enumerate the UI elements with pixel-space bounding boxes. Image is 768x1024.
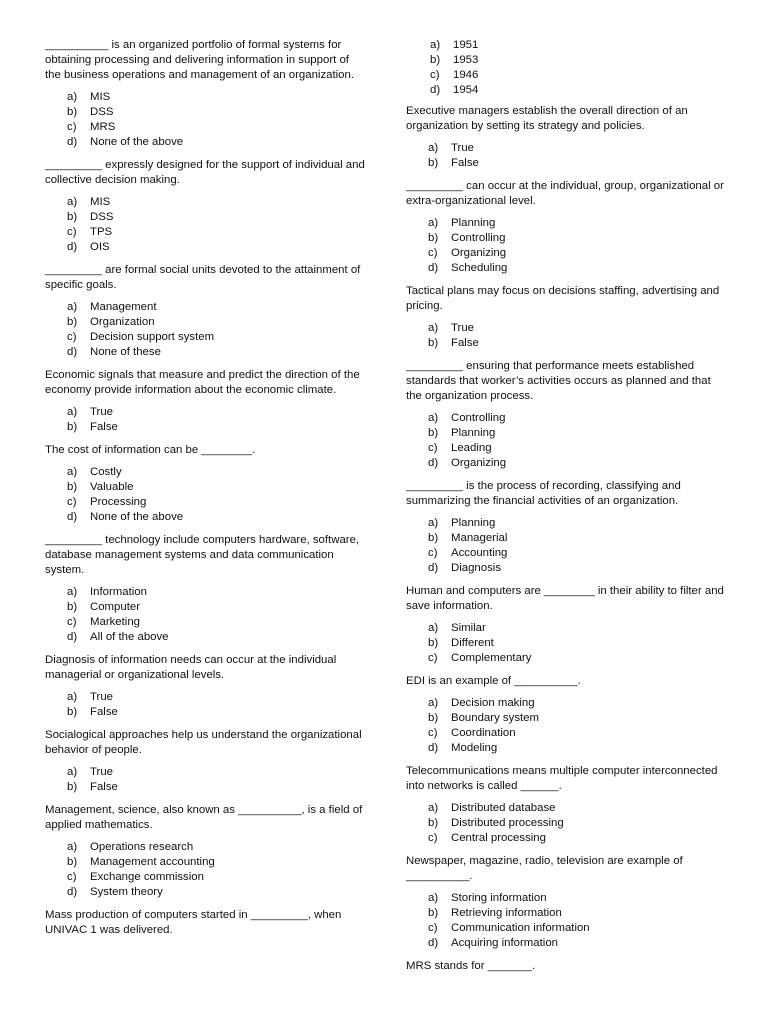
- options-list: [406, 891, 728, 951]
- option-item: [67, 240, 365, 255]
- option-letter: b): [428, 907, 439, 919]
- option-letter: d): [430, 84, 441, 96]
- option-text: Managerial: [451, 532, 508, 544]
- options-list: [406, 141, 728, 171]
- option-item: [67, 420, 365, 435]
- option-item: [428, 891, 728, 906]
- question-text: Management, science, also known as __________, is a field of applied mathematics.: [45, 804, 363, 831]
- option-letter: b): [67, 856, 78, 868]
- option-letter: d): [428, 562, 439, 574]
- options-list: [406, 216, 728, 276]
- question-text: Human and computers are ________ in their ability to filter and save information.: [406, 585, 724, 612]
- question-block: [45, 653, 365, 720]
- option-text: True: [90, 766, 113, 778]
- option-letter: a): [428, 892, 439, 904]
- option-text: Planning: [451, 517, 496, 529]
- option-text: DSS: [90, 106, 114, 118]
- option-item: [428, 516, 728, 531]
- option-item: [67, 90, 365, 105]
- option-item: [67, 345, 365, 360]
- option-text: Diagnosis: [451, 562, 502, 574]
- option-letter: a): [428, 517, 439, 529]
- option-item: [428, 636, 728, 651]
- option-item: [428, 651, 728, 666]
- option-item: [428, 921, 728, 936]
- option-item: [67, 225, 365, 240]
- option-text: Decision support system: [90, 331, 215, 343]
- option-letter: b): [428, 427, 439, 439]
- option-letter: a): [428, 412, 439, 424]
- option-letter: a): [428, 142, 439, 154]
- option-item: [67, 465, 365, 480]
- options-list: [406, 516, 728, 576]
- option-letter: c): [428, 922, 438, 934]
- option-item: [67, 780, 365, 795]
- option-text: 1946: [453, 69, 479, 81]
- option-item: [428, 336, 728, 351]
- option-item: [67, 495, 365, 510]
- question-block: [45, 158, 365, 255]
- option-item: [67, 855, 365, 870]
- option-letter: c): [67, 121, 77, 133]
- option-text: True: [451, 322, 474, 334]
- left-column: [45, 38, 365, 946]
- question-block: [406, 359, 728, 471]
- question-block: [45, 263, 365, 360]
- option-text: Controlling: [451, 232, 506, 244]
- option-text: False: [90, 421, 118, 433]
- question-text: Tactical plans may focus on decisions staffing, advertising and pricing.: [406, 285, 720, 312]
- options-list: [406, 696, 728, 756]
- options-list: [45, 465, 365, 525]
- option-letter: a): [428, 622, 439, 634]
- option-letter: c): [430, 69, 440, 81]
- option-item: [428, 321, 728, 336]
- question-text: _________ expressly designed for the support of individual and collective decision making.: [45, 159, 365, 186]
- options-list: [45, 840, 365, 900]
- option-item: [428, 231, 728, 246]
- option-item: [67, 330, 365, 345]
- option-item: [67, 840, 365, 855]
- question-block: [406, 854, 728, 951]
- option-item: [67, 195, 365, 210]
- option-letter: a): [67, 196, 78, 208]
- option-text: 1953: [453, 54, 479, 66]
- option-letter: d): [428, 457, 439, 469]
- options-list: [45, 405, 365, 435]
- option-item: [428, 801, 728, 816]
- options-list: [406, 621, 728, 666]
- option-item: [67, 885, 365, 900]
- option-letter: a): [428, 697, 439, 709]
- option-text: True: [451, 142, 474, 154]
- option-text: MIS: [90, 196, 111, 208]
- question-text: _________ ensuring that performance meets established standards that worker’s activities occurs as planned and that the organization process.: [406, 360, 711, 402]
- question-block: [406, 284, 728, 351]
- option-item: [428, 426, 728, 441]
- option-text: MIS: [90, 91, 111, 103]
- option-letter: c): [428, 727, 438, 739]
- option-letter: a): [67, 91, 78, 103]
- option-item: [67, 315, 365, 330]
- question-text: The cost of information can be ________.: [45, 444, 256, 456]
- option-item: [428, 696, 728, 711]
- option-letter: c): [428, 442, 438, 454]
- option-item: [67, 105, 365, 120]
- option-item: [428, 216, 728, 231]
- option-item: [428, 711, 728, 726]
- option-letter: b): [67, 601, 78, 613]
- option-item: [428, 816, 728, 831]
- options-list: [45, 690, 365, 720]
- option-text: Retrieving information: [451, 907, 562, 919]
- option-letter: d): [67, 346, 78, 358]
- question-text: MRS stands for _______.: [406, 960, 536, 972]
- option-text: None of the above: [90, 136, 184, 148]
- option-text: Coordination: [451, 727, 516, 739]
- option-text: DSS: [90, 211, 114, 223]
- option-item: [428, 411, 728, 426]
- question-block: [406, 959, 728, 974]
- question-block: [406, 179, 728, 276]
- question-text: _________ technology include computers hardware, software, database management systems and data communication system.: [45, 534, 360, 576]
- option-item: [67, 120, 365, 135]
- question-block: [45, 38, 365, 150]
- option-letter: d): [428, 937, 439, 949]
- option-text: Organizing: [451, 457, 507, 469]
- question-block: [45, 803, 365, 900]
- options-list: [45, 90, 365, 150]
- option-text: None of these: [90, 346, 161, 358]
- option-letter: c): [428, 652, 438, 664]
- question-block: [45, 728, 365, 795]
- option-letter: c): [67, 871, 77, 883]
- option-letter: a): [67, 766, 78, 778]
- option-text: Marketing: [90, 616, 141, 628]
- option-text: Distributed processing: [451, 817, 564, 829]
- option-text: Different: [451, 637, 494, 649]
- option-text: Computer: [90, 601, 141, 613]
- option-letter: a): [428, 802, 439, 814]
- option-item: [428, 831, 728, 846]
- option-letter: b): [428, 232, 439, 244]
- question-text: Mass production of computers started in _________, when UNIVAC 1 was delivered.: [45, 909, 342, 936]
- option-text: Valuable: [90, 481, 134, 493]
- option-letter: c): [67, 331, 77, 343]
- option-item: [428, 261, 728, 276]
- question-text: _________ are formal social units devoted to the attainment of specific goals.: [45, 264, 361, 291]
- option-item: [67, 135, 365, 150]
- option-letter: b): [428, 337, 439, 349]
- option-item: [428, 546, 728, 561]
- option-item: [428, 936, 728, 951]
- option-text: 1954: [453, 84, 479, 96]
- option-letter: b): [428, 637, 439, 649]
- option-letter: a): [428, 217, 439, 229]
- question-text: Socialogical approaches help us understand the organizational behavior of people.: [45, 729, 362, 756]
- option-text: MRS: [90, 121, 116, 133]
- option-text: Storing information: [451, 892, 547, 904]
- option-letter: d): [67, 511, 78, 523]
- options-list: [45, 300, 365, 360]
- option-item: [67, 630, 365, 645]
- option-text: Complementary: [451, 652, 532, 664]
- option-item: [67, 585, 365, 600]
- option-letter: b): [67, 481, 78, 493]
- option-text: False: [451, 337, 479, 349]
- option-text: Exchange commission: [90, 871, 204, 883]
- option-text: Similar: [451, 622, 486, 634]
- option-item: [428, 141, 728, 156]
- option-text: Planning: [451, 217, 496, 229]
- option-text: Management: [90, 301, 157, 313]
- option-letter: b): [428, 712, 439, 724]
- option-letter: a): [67, 586, 78, 598]
- option-item: [67, 510, 365, 525]
- option-letter: b): [67, 781, 78, 793]
- option-letter: a): [67, 301, 78, 313]
- option-letter: b): [430, 54, 441, 66]
- option-item: [428, 726, 728, 741]
- option-text: None of the above: [90, 511, 184, 523]
- option-letter: b): [428, 817, 439, 829]
- option-letter: d): [67, 136, 78, 148]
- option-item: [67, 480, 365, 495]
- question-text: Newspaper, magazine, radio, television are example of __________.: [406, 855, 683, 882]
- question-text: Executive managers establish the overall direction of an organization by setting its strategy and policies.: [406, 105, 688, 132]
- option-letter: c): [67, 616, 77, 628]
- option-text: 1951: [453, 39, 479, 51]
- option-item: [428, 156, 728, 171]
- option-letter: d): [67, 241, 78, 253]
- option-letter: d): [67, 886, 78, 898]
- option-item: [428, 561, 728, 576]
- option-text: Accounting: [451, 547, 508, 559]
- options-list: [406, 801, 728, 846]
- option-item: [428, 531, 728, 546]
- question-block: [406, 764, 728, 846]
- option-item: [67, 705, 365, 720]
- option-text: Distributed database: [451, 802, 556, 814]
- question-block: [406, 584, 728, 666]
- question-text: Economic signals that measure and predict the direction of the economy provide information about the economic climate.: [45, 369, 360, 396]
- question-block: [45, 443, 365, 525]
- option-text: False: [90, 706, 118, 718]
- option-item: [67, 210, 365, 225]
- question-block: [45, 533, 365, 645]
- option-letter: c): [428, 547, 438, 559]
- option-letter: a): [67, 691, 78, 703]
- question-text: EDI is an example of __________.: [406, 675, 581, 687]
- option-text: Processing: [90, 496, 147, 508]
- option-text: Management accounting: [90, 856, 215, 868]
- option-text: True: [90, 691, 113, 703]
- option-text: All of the above: [90, 631, 169, 643]
- option-letter: a): [428, 322, 439, 334]
- option-text: Information: [90, 586, 147, 598]
- option-text: Boundary system: [451, 712, 539, 724]
- option-item: [67, 600, 365, 615]
- option-letter: b): [67, 706, 78, 718]
- option-letter: d): [67, 631, 78, 643]
- option-item: [428, 906, 728, 921]
- option-letter: b): [67, 106, 78, 118]
- option-item: [67, 690, 365, 705]
- option-text: Controlling: [451, 412, 506, 424]
- option-letter: c): [428, 832, 438, 844]
- option-item: [428, 441, 728, 456]
- option-letter: a): [67, 466, 78, 478]
- option-item: [430, 53, 728, 68]
- option-letter: d): [428, 262, 439, 274]
- option-letter: d): [428, 742, 439, 754]
- options-list: [406, 321, 728, 351]
- option-item: [430, 68, 728, 83]
- option-text: True: [90, 406, 113, 418]
- option-letter: c): [428, 247, 438, 259]
- option-text: Central processing: [451, 832, 546, 844]
- option-text: False: [90, 781, 118, 793]
- option-letter: a): [67, 406, 78, 418]
- option-item: [67, 870, 365, 885]
- option-text: System theory: [90, 886, 163, 898]
- question-text: __________ is an organized portfolio of formal systems for obtaining processing and delivering information in support of the business operations and management of an organization.: [45, 39, 355, 81]
- option-letter: a): [430, 39, 441, 51]
- option-letter: b): [428, 157, 439, 169]
- option-text: Communication information: [451, 922, 590, 934]
- option-letter: a): [67, 841, 78, 853]
- option-text: Operations research: [90, 841, 194, 853]
- option-letter: c): [67, 496, 77, 508]
- options-list: [406, 411, 728, 471]
- question-block: [45, 368, 365, 435]
- question-block: [406, 479, 728, 576]
- option-item: [67, 765, 365, 780]
- option-text: Scheduling: [451, 262, 508, 274]
- question-text: Diagnosis of information needs can occur at the individual managerial or organizational levels.: [45, 654, 337, 681]
- option-text: Leading: [451, 442, 492, 454]
- option-item: [67, 405, 365, 420]
- option-letter: b): [67, 316, 78, 328]
- option-item: [430, 83, 728, 98]
- option-item: [67, 300, 365, 315]
- option-letter: b): [428, 532, 439, 544]
- option-text: OIS: [90, 241, 110, 253]
- question-text: Telecommunications means multiple computer interconnected into networks is called ______.: [406, 765, 718, 792]
- option-item: [428, 246, 728, 261]
- option-text: Acquiring information: [451, 937, 558, 949]
- question-text: _________ is the process of recording, classifying and summarizing the financial activities of an organization.: [406, 480, 681, 507]
- option-text: False: [451, 157, 479, 169]
- option-item: [430, 38, 728, 53]
- options-list: [45, 195, 365, 255]
- option-item: [428, 456, 728, 471]
- question-block: [45, 908, 365, 938]
- options-list: [45, 765, 365, 795]
- option-text: Planning: [451, 427, 496, 439]
- option-letter: b): [67, 421, 78, 433]
- option-letter: c): [67, 226, 77, 238]
- option-text: Organizing: [451, 247, 507, 259]
- option-item: [428, 621, 728, 636]
- option-text: TPS: [90, 226, 113, 238]
- option-text: Organization: [90, 316, 155, 328]
- question-text: _________ can occur at the individual, group, organizational or extra-organizational level.: [406, 180, 724, 207]
- continued-options-list: [406, 38, 728, 98]
- option-text: Modeling: [451, 742, 498, 754]
- option-text: Decision making: [451, 697, 535, 709]
- options-list: [45, 585, 365, 645]
- question-block: [406, 104, 728, 171]
- option-text: Costly: [90, 466, 122, 478]
- option-item: [428, 741, 728, 756]
- option-letter: b): [67, 211, 78, 223]
- right-column: [406, 38, 728, 982]
- question-block: [406, 674, 728, 756]
- option-item: [67, 615, 365, 630]
